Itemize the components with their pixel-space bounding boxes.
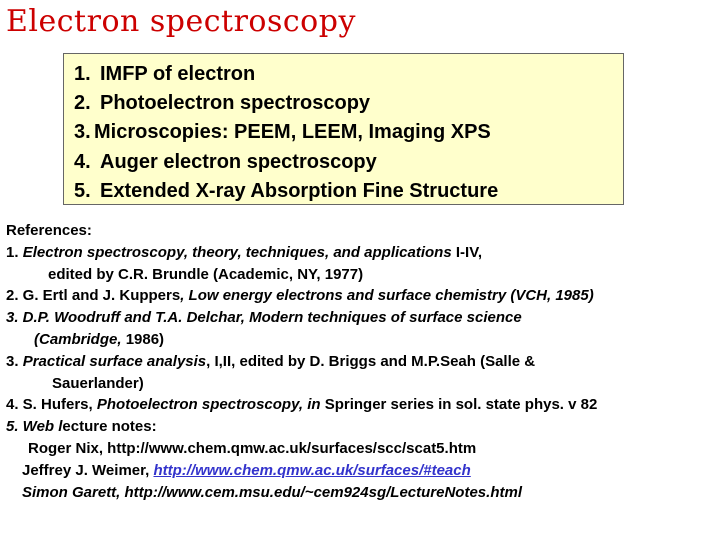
reference-authors: 4. S. Hufers, [6,396,93,414]
topic-text: Microscopies: PEEM, LEEM, Imaging XPS [94,121,491,144]
lecture-note-author: Jeffrey J. Weimer, [22,461,150,479]
reference-3a: 3. D.P. Woodruff and T.A. Delchar, Modern techniques of surface science [6,309,522,327]
reference-title: Electron spectroscopy, theory, techniques, and applications [22,243,452,261]
topic-list [74,60,498,206]
topic-number: 3. [74,121,91,144]
reference-publisher: (Cambridge, [34,330,122,348]
lecture-note-weimer [6,460,597,482]
reference-title: , Low energy electrons and surface chemistry (VCH, 1985) [180,287,594,305]
weimer-link[interactable]: http://www.chem.qmw.ac.uk/surfaces/#teach [153,461,471,479]
reference-details: Springer series in sol. state phys. v 82 [324,396,598,414]
reference-volume: I-IV, [455,243,482,261]
reference-number: 1. [6,243,19,261]
topic-text: IMFP of electron [100,63,256,85]
topic-box [63,53,624,205]
reference-authors: 2. G. Ertl and J. Kuppers [6,287,181,305]
topic-item [74,177,498,206]
reference-1-continued: edited by C.R. Brundle (Academic, NY, 1977) [48,265,364,283]
topic-text: Photoelectron spectroscopy [100,92,371,115]
reference-1 [6,242,597,264]
topic-number: 1. [74,63,91,85]
reference-3a-continued [6,329,597,351]
reference-2 [6,285,597,307]
topic-item [74,60,498,89]
topic-item [74,118,498,147]
reference-title: Practical surface analysis [22,352,207,370]
reference-5-heading-italic: 5. Web l [6,418,63,436]
lecture-note-nix: Roger Nix, http://www.chem.qmw.ac.uk/surfaces/scc/scat5.htm [28,439,477,457]
lecture-note-garett: Simon Garett, http://www.cem.msu.edu/~cem924sg/LectureNotes.html [22,483,522,501]
reference-3b-continued: Sauerlander) [52,374,144,392]
references [6,220,597,503]
topic-text: Extended X-ray Absorption Fine Structure [100,179,499,202]
topic-number: 5. [74,179,91,202]
references-heading: References: [6,222,92,239]
reference-title: Photoelectron spectroscopy, in [96,396,321,414]
reference-5 [6,416,597,438]
topic-number: 4. [74,150,91,173]
reference-5-heading: ecture notes: [62,418,157,436]
reference-number: 3. [6,352,19,370]
reference-details: , I,II, edited by D. Briggs and M.P.Seah (Salle & [206,352,536,370]
topic-item [74,89,498,118]
page-title: Electron spectroscopy [6,4,356,39]
topic-text: Auger electron spectroscopy [100,150,377,173]
reference-4 [6,394,597,416]
reference-year: 1986) [125,330,165,348]
topic-number: 2. [74,92,91,115]
reference-3b [6,351,597,373]
topic-item [74,148,498,177]
